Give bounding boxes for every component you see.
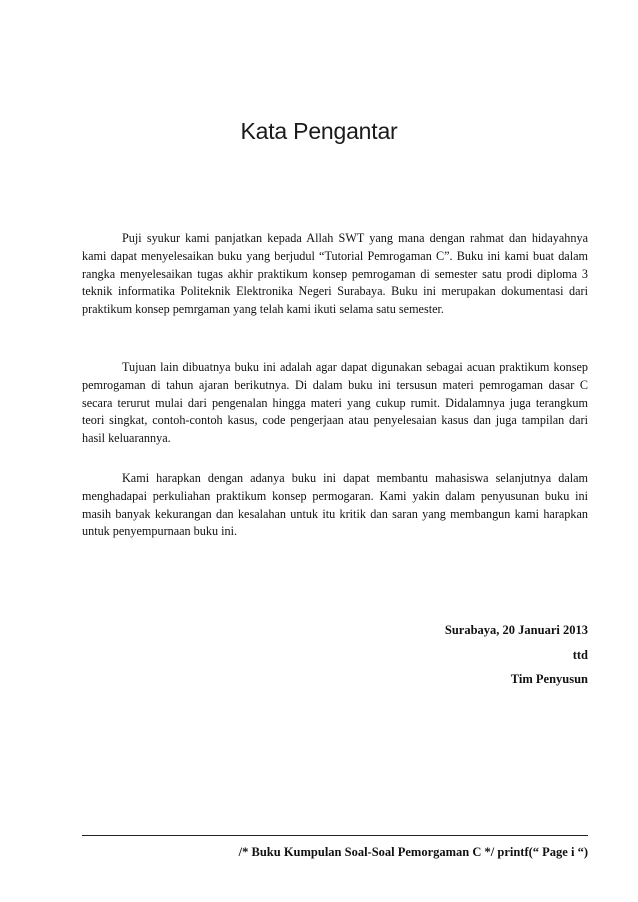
- page-footer: /* Buku Kumpulan Soal-Soal Pemorgaman C */ printf(“ Page i “): [238, 845, 588, 859]
- footer-divider: [82, 835, 588, 836]
- paragraph-3: Kami harapkan dengan adanya buku ini dapat membantu mahasiswa selanjutnya dalam menghadapai perkuliahan praktikum konsep permogaran. Kami yakin dalam penyusunan buku ini masih banyak kekurangan dan kesalahan untuk itu kritik dan saran yang membangun kami harapkan untuk penyempurnaan buku ini.: [82, 471, 588, 539]
- signature-date: Surabaya, 20 Januari 2013: [444, 623, 588, 637]
- signature-ttd: ttd: [572, 648, 588, 662]
- paragraph-1: Puji syukur kami panjatkan kepada Allah SWT yang mana dengan rahmat dan hidayahnya kami dapat menyelesaikan buku yang berjudul “Tutorial Pemrogaman C”. Buku ini kami buat dalam rangka menyelesaikan tugas akhir praktikum konsep pemrogaman di semester satu prodi diploma 3 teknik informatika Politeknik Elektronika Negeri Surabaya. Buku ini merupakan dokumentasi dari praktikum konsep pemrgaman yang telah kami ikuti selama satu semester.: [82, 231, 588, 317]
- paragraph-2: Tujuan lain dibuatnya buku ini adalah agar dapat digunakan sebagai acuan praktikum konsep pemrogaman di tahun ajaran berikutnya. Di dalam buku ini tersusun materi pemrogaman dasar C secara terurut mulai dari pengenalan hingga materi yang cukup rumit. Didalamnya juga terangkum teori singkat, contoh-contoh kasus, code pengerjaan atau penyelesaian kasus dan juga tampilan dari hasil keluarannya.: [82, 360, 588, 446]
- page-title: Kata Pengantar: [240, 118, 398, 144]
- signature-author: Tim Penyusun: [510, 672, 588, 686]
